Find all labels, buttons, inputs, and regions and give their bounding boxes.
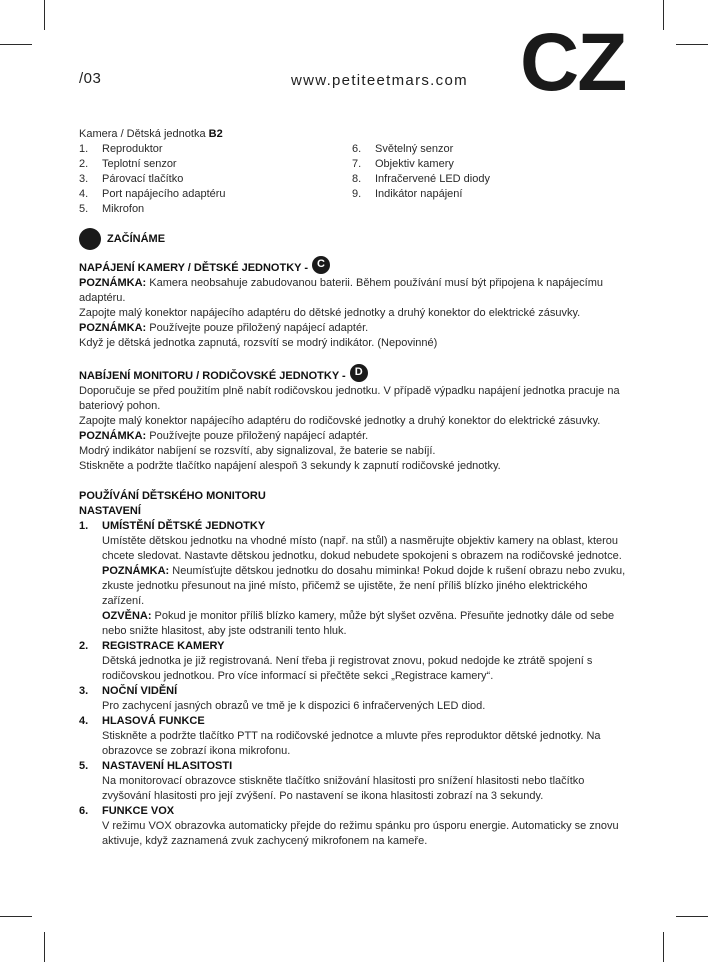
paragraph: Zapojte malý konektor napájecího adaptéru do rodičovské jednotky a druhý konektor do elektrické zásuvky. (79, 415, 601, 427)
list-item: 6. Světelný senzor (352, 143, 454, 155)
crop-mark (44, 0, 45, 30)
list-item: 4. Port napájecího adaptéru (79, 188, 226, 200)
list-item: 9. Indikátor napájení (352, 188, 463, 200)
crop-mark (0, 916, 32, 917)
crop-mark (663, 932, 664, 962)
monitor-charging-title: NABÍJENÍ MONITORU / RODIČOVSKÉ JEDNOTKY - D (79, 369, 631, 384)
list-item: 7. Objektiv kamery (352, 158, 454, 170)
usage-title: POUŽÍVÁNÍ DĚTSKÉHO MONITORU (79, 490, 266, 502)
list-item: 1. UMÍSTĚNÍ DĚTSKÉ JEDNOTKY Umístěte dětskou jednotku na vhodné místo (např. na stůl) a nasměrujte objektiv kamery na oblast, kterou chcete sledovat. Nastavte dětskou jednotku, dokud nebudete spokojeni s obrazem na rodičovské jednotce. POZNÁMKA: Neumísťujte dětskou jednotku do dosahu miminka! Pokud dojde k rušení obrazu nebo zvuku, zkuste jednotku přesunout na jiné místo, přičemž se ujistěte, že není příliš blízko jiného elektrického zařízení. OZVĚNA: Pokud je monitor příliš blízko kamery, může být slyšet ozvěna. Přesuňte jednotky dále od sebe nebo snižte hlasitost, aby jste odstranili tento hluk. (79, 520, 626, 637)
paragraph: POZNÁMKA: Používejte pouze přiložený napájecí adaptér. (79, 322, 369, 334)
crop-mark (676, 916, 708, 917)
paragraph: POZNÁMKA: Kamera neobsahuje zabudovanou baterii. Během používání musí být připojena k napájecímu adaptéru. (79, 277, 604, 304)
parts-title: Kamera / Dětská jednotka B2 (79, 128, 223, 140)
list-item: 5. NASTAVENÍ HLASITOSTI Na monitorovací obrazovce stiskněte tlačítko snižování hlasitosti pro snížení hlasitosti nebo tlačítko zvyšování hlasitosti pro její zvýšení. Po nastavení se ikona hlasitosti zobrazí na 3 sekundy. (79, 760, 585, 802)
list-item: 3. NOČNÍ VIDĚNÍ Pro zachycení jasných obrazů ve tmě je k dispozici 6 infračervených LED diod. (79, 685, 486, 712)
language-code: CZ (520, 17, 626, 108)
getting-started-heading: ZAČÍNÁME (79, 227, 631, 251)
list-item: 5. Mikrofon (79, 203, 145, 215)
parts-list-right (352, 142, 490, 217)
paragraph: Stiskněte a podržte tlačítko napájení alespoň 3 sekundy k zapnutí rodičovské jednotky. (79, 460, 501, 472)
paragraph: Zapojte malý konektor napájecího adaptéru do dětské jednotky a druhý konektor do elektrické zásuvky. (79, 307, 581, 319)
camera-power-title: NAPÁJENÍ KAMERY / DĚTSKÉ JEDNOTKY - C (79, 261, 631, 276)
page-content (79, 127, 631, 849)
paragraph: Modrý indikátor nabíjení se rozsvítí, aby signalizoval, že baterie se nabíjí. (79, 445, 436, 457)
usage-subtitle: NASTAVENÍ (79, 505, 141, 517)
list-item: 6. FUNKCE VOX V režimu VOX obrazovka automaticky přejde do režimu spánku pro úsporu energie. Automaticky se znovu aktivuje, když zaznamená zvuk zachycený mikrofonem na kameře. (79, 805, 619, 847)
badge-c-icon: C (312, 256, 330, 274)
crop-mark (663, 0, 664, 30)
paragraph: Doporučuje se před použitím plně nabít rodičovskou jednotku. V případě výpadku napájení jednotka pracuje na bateriový pohon. (79, 385, 620, 412)
list-item: 1. Reproduktor (79, 143, 163, 155)
list-item: 4. HLASOVÁ FUNKCE Stiskněte a podržte tlačítko PTT na rodičovské jednotce a mluvte přes reproduktor dětské jednotky. Na obrazovce se zobrazí ikona mikrofonu. (79, 715, 601, 757)
badge-d-icon: D (350, 364, 368, 382)
crop-mark (676, 44, 708, 45)
list-item: 3. Párovací tlačítko (79, 173, 184, 185)
list-item: 2. REGISTRACE KAMERY Dětská jednotka je již registrovaná. Není třeba ji registrovat znovu, pokud nedojde ke ztrátě spojení s rodičovskou jednotkou. Pro více informací si přečtěte sekci „Registrace kamery“. (79, 640, 593, 682)
list-item: 2. Teplotní senzor (79, 158, 177, 170)
list-item: 8. Infračervené LED diody (352, 173, 490, 185)
crop-mark (0, 44, 32, 45)
section-dot-icon (79, 228, 101, 250)
parts-list (79, 142, 631, 217)
paragraph: Když je dětská jednotka zapnutá, rozsvítí se modrý indikátor. (Nepovinné) (79, 337, 438, 349)
page-number: /03 (79, 70, 102, 87)
crop-mark (44, 932, 45, 962)
paragraph: POZNÁMKA: Používejte pouze přiložený napájecí adaptér. (79, 430, 369, 442)
website-url: www.petiteetmars.com (291, 72, 468, 89)
parts-list-left (79, 142, 352, 217)
